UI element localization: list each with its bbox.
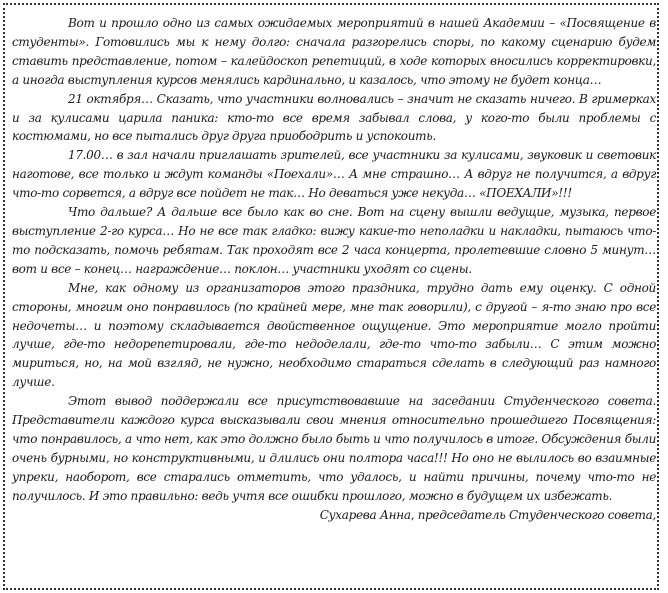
dotted-border-frame xyxy=(3,3,659,590)
paragraph-4: Что дальше? А дальше все было как во сне. Вот на сцену вышли ведущие, музыка, первое выступление 2-го курса… Но не все так гладко: вижу какие-то неполадки и накладки, пытаюсь что-то подсказать, помочь ребятам. Так проходят все 2 часа концерта, пролетевшие словно 5 минут… вот и все – конец… награждение… поклон… участники уходят со сцены. xyxy=(12,205,656,276)
paragraph-2: 21 октября… Сказать, что участники волновались – значит не сказать ничего. В гримерках и за кулисами царила паника: кто-то все время забывал слова, у кого-то были проблемы с костюмами, но все пытались друг друга приободрить и успокоить. xyxy=(12,91,656,144)
paragraph-3: 17.00… в зал начали приглашать зрителей, все участники за кулисами, звуковик и световик наготове, все только и ждут команды «Поехали»… А мне страшно… А вдруг не получится, а вдруг что-то сорвется, а вдруг все пойдет не так… Но деваться уже некуда… «ПОЕХАЛИ»!!! xyxy=(12,148,656,201)
paragraph-1: Вот и прошло одно из самых ожидаемых мероприятий в нашей Академии – «Посвящение в студенты». Готовились мы к нему долго: сначала разгорелись споры, по какому сценарию будем ставить представление, потом – калейдоскоп репетиций, в ходе которых вносились корректировки, а иногда выступления курсов менялись кардинально, и казалось, что этому не будет конца… xyxy=(12,16,656,87)
paragraph-5: Мне, как одному из организаторов этого праздника, трудно дать ему оценку. С одной стороны, многим оно понравилось (по крайней мере, мне так говорили), с другой – я-то знаю про все недочеты… и поэтому складывается двойственное ощущение. Это мероприятие могло пройти лучше, где-то недорепетировали, где-то недоделали, где-то что-то забыли… С этим можно мириться, но, на мой взгляд, не нужно, необходимо стараться сделать в следующий раз намного лучше. xyxy=(12,280,656,390)
author-signature: Сухарева Анна, председатель Студенческого совета, xyxy=(319,507,656,522)
paragraph-6: Этот вывод поддержали все присутствовавшие на заседании Студенческого совета. Представители каждого курса высказывали свои мнения относительно прошедшего Посвящения: что понравилось, а что нет, как это должно было быть и что получилось в итоге. Обсуждения были очень бурными, но конструктивными, и длились они полтора часа!!! Но оно не вылилось во взаимные упреки, наоборот, все старались отметить, что удалось, и найти причины, почему что-то не получилось. И это правильно: ведь учтя все ошибки прошлого, можно в будущем их избежать. xyxy=(12,394,656,503)
article-body xyxy=(12,14,656,524)
